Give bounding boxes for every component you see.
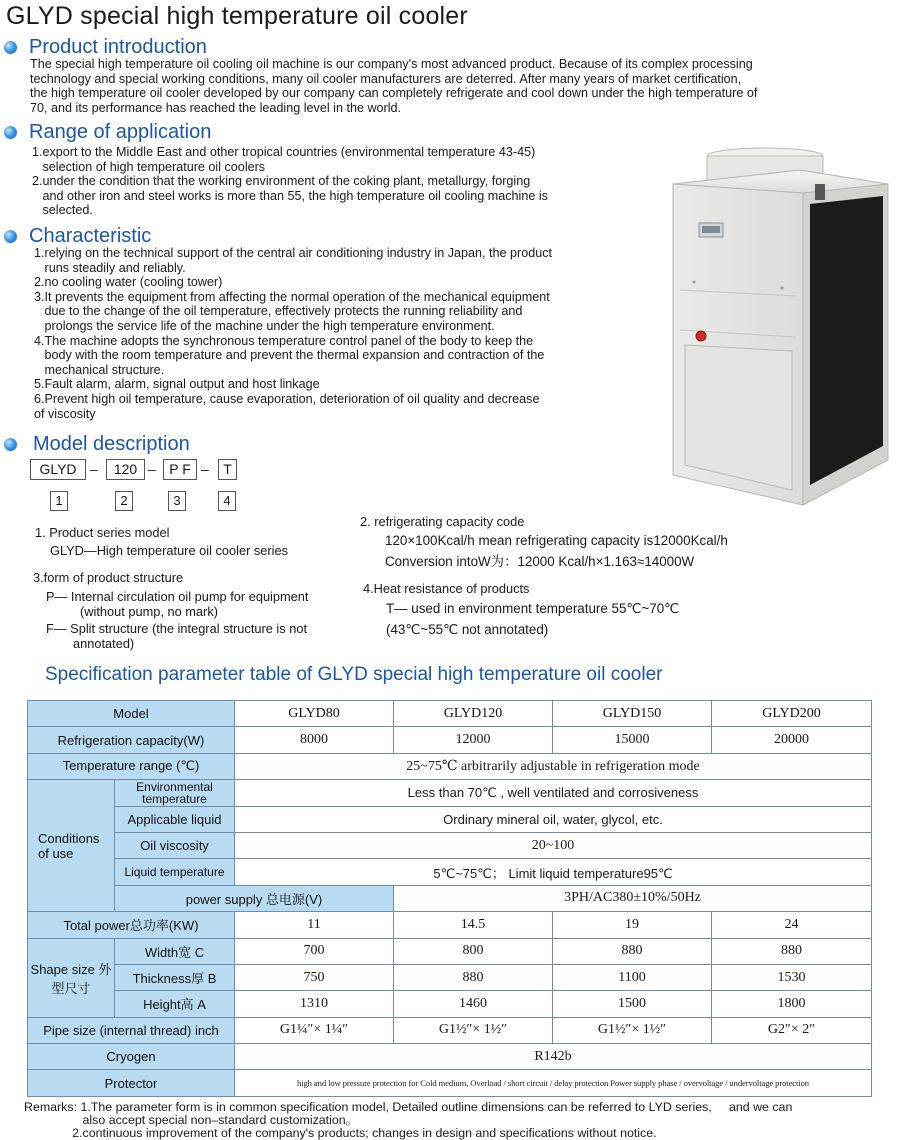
model-code-dash: – (90, 461, 98, 477)
model-item3-f1: F— Split structure (the integral structure is not (46, 621, 308, 636)
characteristic-line: 6.Prevent high oil temperature, cause evaporation, deterioration of oil quality and decrease (34, 392, 540, 406)
table-cell: G1½″× 1½″ (553, 1017, 712, 1043)
model-item3-p2: (without pump, no mark) (80, 604, 218, 619)
table-cell: R142b (235, 1044, 872, 1070)
table-cell: 1500 (553, 991, 712, 1017)
table-row-label: Width宽 C (115, 938, 235, 964)
characteristic-line: mechanical structure. (34, 362, 165, 377)
table-row (28, 727, 872, 753)
table-row-label: Height高 A (115, 991, 235, 1017)
table-group-label: Conditions of use (28, 780, 115, 912)
characteristic-line: due to the change of the oil temperature, effectively protects the running reliability and (34, 304, 523, 319)
table-group-label: Shape size 外型尺寸 (28, 938, 115, 1017)
characteristic-line: 5.Fault alarm, alarm, signal output and host linkage (34, 377, 320, 392)
table-cell: 1310 (235, 991, 394, 1017)
table-cell: 11 (235, 912, 394, 938)
model-code-series: GLYD (30, 459, 86, 480)
table-row (28, 1044, 872, 1070)
table-cell: 15000 (553, 727, 712, 753)
table-row-label: Protector (28, 1070, 235, 1096)
model-code-heat: T (218, 459, 237, 480)
table-row-label: Temperature range (℃) (28, 753, 235, 779)
characteristic-line: 3.It prevents the equipment from affecting the normal operation of the mechanical equipment (34, 289, 550, 304)
remarks-line: Remarks: 1.The parameter form is in common specification model, Detailed outline dimensions can be referred to LYD series, and we can (24, 1100, 793, 1114)
intro-line: the high temperature oil cooler developed by our company can completely refrigerate and cool down under the high temperature of (30, 86, 758, 101)
remarks (24, 1101, 792, 1140)
range-line: 2.under the condition that the working environment of the coking plant, metallurgy, forging (32, 174, 531, 189)
table-cell: 24 (712, 912, 872, 938)
model-item3-f2: annotated) (73, 636, 135, 651)
characteristic-line: prolongs the service life of the machine under the high temperature environment. (34, 319, 495, 333)
table-cell: G2″× 2″ (712, 1017, 872, 1043)
model-item3-p1: P— Internal circulation oil pump for equipment (46, 589, 309, 604)
model-number-3: 3 (168, 491, 186, 511)
range-line: selection of high temperature oil coolers (32, 159, 266, 174)
table-row (28, 806, 872, 832)
model-code-capacity: 120 (106, 459, 145, 480)
spec-table (27, 700, 872, 1097)
table-cell: 5℃~75℃； Limit liquid temperature95℃ (235, 859, 872, 885)
model-item3-title: 3.form of product structure (33, 570, 184, 585)
table-row-label: Refrigeration capacity(W) (28, 727, 235, 753)
table-row (28, 885, 872, 911)
table-cell: 880 (553, 938, 712, 964)
table-row-label: Environmental temperature (115, 780, 235, 806)
remarks-line: 2.continuous improvement of the company's products; changes in design and specifications without notice. (24, 1126, 657, 1140)
table-cell: 880 (712, 938, 872, 964)
table-cell: 12000 (394, 727, 553, 753)
table-row (28, 780, 872, 806)
model-code-structure: P F (163, 459, 197, 480)
range-line: selected. (32, 203, 93, 218)
characteristic-line: of viscosity (34, 406, 96, 421)
table-cell: 14.5 (394, 912, 553, 938)
bullet-icon (4, 230, 17, 243)
table-header-cell: Model (28, 701, 235, 727)
model-item1-title: 1. Product series model (35, 525, 170, 540)
model-number-4: 4 (218, 491, 236, 511)
table-cell: 19 (553, 912, 712, 938)
page-title: GLYD special high temperature oil cooler (6, 2, 468, 30)
table-row (28, 1070, 872, 1096)
table-row-label: Pipe size (internal thread) inch (28, 1017, 235, 1043)
section-characteristic-heading: Characteristic (4, 225, 151, 248)
model-item2-title: 2. refrigerating capacity code (360, 514, 525, 529)
model-item2-line2: Conversion intoW为：12000 Kcal/h×1.163≈14000W (385, 554, 695, 569)
table-cell: 800 (394, 938, 553, 964)
table-row-label: Oil viscosity (115, 832, 235, 858)
range-line: 1.export to the Middle East and other tropical countries (environmental temperature 43-45) (32, 145, 536, 159)
table-row-label: Applicable liquid (115, 806, 235, 832)
table-row (28, 859, 872, 885)
characteristic-line: runs steadily and reliably. (34, 260, 186, 275)
oil-cooler-machine-image (640, 140, 900, 510)
table-cell: 1100 (553, 964, 712, 990)
table-cell: high and low pressure protection for Cold medium, Overload / short circuit / delay protection Power supply phase / overvoltage / undervoltage protection (235, 1070, 872, 1096)
table-row-label: power supply 总电源(V) (115, 885, 394, 911)
table-header-cell: GLYD80 (235, 701, 394, 727)
intro-line: technology and special working conditions, many oil cooler manufacturers are deterred. After many years of market certification, (30, 71, 742, 86)
model-number-2: 2 (115, 491, 133, 511)
table-cell: 1460 (394, 991, 553, 1017)
characteristic-line: 2.no cooling water (cooling tower) (34, 275, 223, 290)
table-cell: Ordinary mineral oil, water, glycol, etc. (235, 806, 872, 832)
intro-line: The special high temperature oil cooling oil machine is our company's most advanced product. Because of its complex processing (30, 57, 753, 71)
table-row-label: Thickness厚 B (115, 964, 235, 990)
table-cell: 750 (235, 964, 394, 990)
section-intro-heading: Product introduction (4, 36, 207, 59)
table-cell: Less than 70℃ , well ventilated and corrosiveness (235, 780, 872, 806)
model-code-dash: – (148, 461, 156, 477)
table-row (28, 1017, 872, 1043)
remarks-line: also accept special non–standard customization。 (24, 1113, 359, 1128)
bullet-icon (4, 438, 17, 451)
table-header-cell: GLYD150 (553, 701, 712, 727)
bullet-icon (4, 41, 17, 54)
table-cell: 1800 (712, 991, 872, 1017)
bullet-icon (4, 126, 17, 139)
characteristic-line: 1.relying on the technical support of the central air conditioning industry in Japan, the product (34, 246, 553, 260)
table-row (28, 912, 872, 938)
table-cell: 1530 (712, 964, 872, 990)
table-row (28, 832, 872, 858)
model-item4-t2: (43℃~55℃ not annotated) (386, 622, 549, 637)
spec-table-title: Specification parameter table of GLYD special high temperature oil cooler (45, 664, 663, 685)
characteristic-line: 4.The machine adopts the synchronous temperature control panel of the body to keep the (34, 333, 534, 348)
table-cell: G1½″× 1½″ (394, 1017, 553, 1043)
model-item4-t1: T— used in environment temperature 55℃~70℃ (386, 601, 680, 616)
table-row (28, 991, 872, 1017)
section-range-heading: Range of application (4, 121, 211, 144)
table-row (28, 753, 872, 779)
intro-line: 70, and its performance has reached the leading level in the world. (30, 100, 402, 115)
table-cell: 20000 (712, 727, 872, 753)
model-item2-line1: 120×100Kcal/h mean refrigerating capacity is12000Kcal/h (385, 533, 728, 548)
model-item4-title: 4.Heat resistance of products (363, 581, 530, 596)
table-header-cell: GLYD200 (712, 701, 872, 727)
table-row (28, 964, 872, 990)
table-cell: 20~100 (235, 832, 872, 858)
section-model-heading: Model description (4, 433, 190, 456)
table-cell: 8000 (235, 727, 394, 753)
table-header-cell: GLYD120 (394, 701, 553, 727)
table-cell: 880 (394, 964, 553, 990)
table-row-label: Cryogen (28, 1044, 235, 1070)
model-item1-line: GLYD—High temperature oil cooler series (50, 543, 289, 558)
model-code-dash: – (201, 461, 209, 477)
characteristic-line: body with the room temperature and prevent the thermal expansion and contraction of the (34, 348, 545, 363)
table-cell: 3PH/AC380±10%/50Hz (394, 885, 872, 911)
table-cell: 700 (235, 938, 394, 964)
table-cell: 25~75℃ arbitrarily adjustable in refrigeration mode (235, 753, 872, 779)
table-cell: G1¼″× 1¼″ (235, 1017, 394, 1043)
table-row (28, 701, 872, 727)
table-row-label: Liquid temperature (115, 859, 235, 885)
table-row (28, 938, 872, 964)
range-line: and other iron and steel works is more than 55, the high temperature oil cooling machine is (32, 188, 548, 203)
model-number-1: 1 (50, 491, 68, 511)
table-row-label: Total power总功率(KW) (28, 912, 235, 938)
